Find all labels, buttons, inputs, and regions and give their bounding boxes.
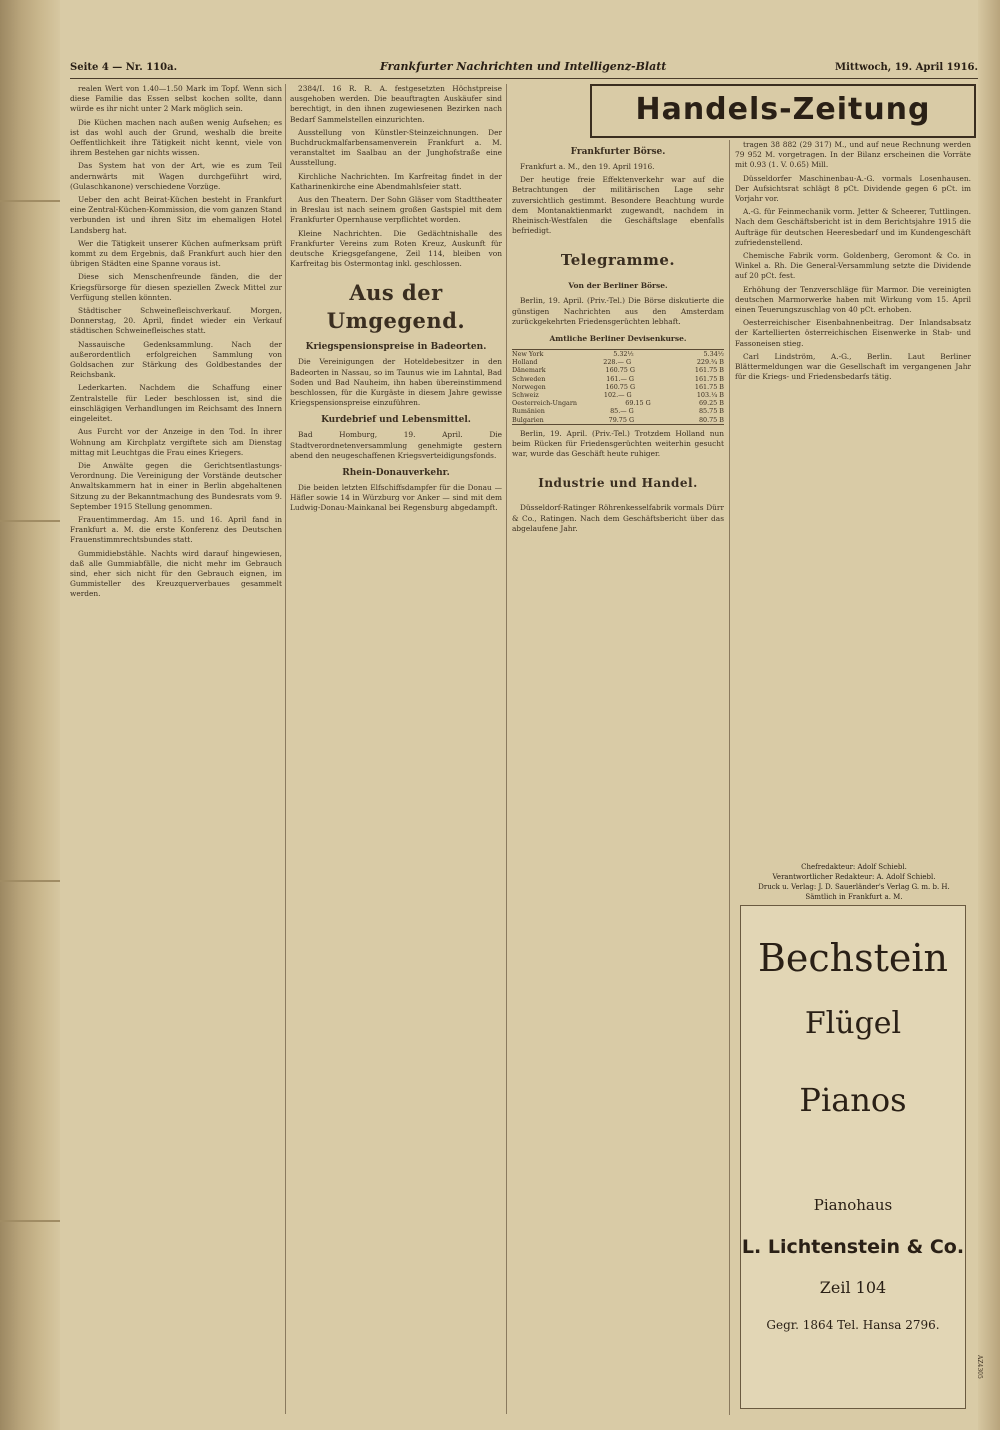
article-paragraph: realen Wert von 1.40—1.50 Mark im Topf. Wenn sich diese Familie das Essen selbst kochen sollte, dann würde es ihr nicht unter 2 Mark möglich sein. xyxy=(70,84,282,114)
section-title: Industrie und Handel. xyxy=(538,476,698,491)
article-paragraph: Der heutige freie Effektenverkehr war auf die Betrachtungen der militärischen Lage sehr zuversichtlich gestimmt. Besondere Beachtung wurde dem Montanaktienmarkt zugewandt, nachdem in Rheinisch-Westfalen die Geschäftslage ebenfalls befriedigt. xyxy=(512,175,724,236)
article-paragraph: Oesterreichischer Eisenbahnenbeitrag. Der Inlandsabsatz der Kartellierten österreichischen Eisenwerke in Stab- und Fassoneisen stieg. xyxy=(735,318,971,348)
table-row: Oesterreich-Ungarn 69.15 G 69.25 B xyxy=(512,399,724,408)
issue-date: Mittwoch, 19. April 1916. xyxy=(835,62,978,73)
article-paragraph: Lederkarten. Nachdem die Schaffung einer Zentralstelle für Leder beschlossen ist, sind die einschlägigen Verhandlungen im Reichsamt des Innern eingeleitet. xyxy=(70,383,282,424)
column-divider xyxy=(506,84,507,1414)
imprint-line: Druck u. Verlag: J. D. Sauerländer's Verlag G. m. b. H. xyxy=(758,883,950,891)
table-row: Rumänien 85.— G 85.75 B xyxy=(512,407,724,416)
column-2 xyxy=(290,84,502,1414)
ad-founded: Gegr. 1864 Tel. Hansa 2796. xyxy=(766,1318,940,1332)
subsection-title: Kurdebrief und Lebensmittel. xyxy=(321,415,471,426)
article-paragraph: Aus den Theatern. Der Sohn Gläser vom Stadttheater in Breslau ist nach seinem großen Gastspiel mit dem Frankfurter Opernhause verpflichtet worden. xyxy=(290,195,502,225)
article-paragraph: Aus Furcht vor der Anzeige in den Tod. In ihrer Wohnung am Kirchplatz vergiftete sich am Dienstag mittag mit Leuchtgas die Frau eines Kriegers. xyxy=(70,427,282,457)
ad-address: Zeil 104 xyxy=(819,1278,887,1297)
handels-zeitung-banner xyxy=(590,84,976,138)
article-paragraph: Städtischer Schweinefleischverkauf. Morgen, Donnerstag, 20. April, findet wieder ein Verkauf städtischen Schweinefleisches statt. xyxy=(70,306,282,336)
imprint xyxy=(740,862,968,902)
ad-line: Pianohaus xyxy=(813,1196,893,1214)
article-paragraph: Die beiden letzten Elfschiffsdampfer für die Donau — Häfler sowie 14 in Würzburg vor Anker — sind mit dem Ludwig-Donau-Mainkanal bei Regensburg abgedampft. xyxy=(290,483,502,513)
exchange-rate-table xyxy=(512,349,724,425)
page-number: Seite 4 — Nr. 110a. xyxy=(70,62,178,73)
table-row: Norwegen 160.75 G 161.75 B xyxy=(512,382,724,391)
column-divider xyxy=(285,84,286,1414)
article-paragraph: 2384/I. 16 R. R. A. festgesetzten Höchstpreise ausgehoben werden. Die beauftragten Auskäufer sind berechtigt, in den ihnen zugewiesenen Bezirken nach Bedarf Sammelstellen einzurichten. xyxy=(290,84,502,124)
dateline: Frankfurt a. M., den 19. April 1916. xyxy=(520,162,655,171)
section-heading: Frankfurter Börse. xyxy=(570,147,666,157)
article-paragraph: tragen 38 882 (29 317) M., und auf neue Rechnung werden 79 952 M. vorgetragen. In der Bilanz erscheinen die Vorräte mit 0.93 (1. V. 0.65) Mill. xyxy=(735,140,971,170)
subsection-title: Kriegspensionspreise in Badeorten. xyxy=(305,342,487,353)
article-paragraph: Erhöhung der Tenzverschläge für Marmor. Die vereinigten deutschen Marmorwerke haben mit Wirkung vom 15. April einen Teuerungszuschlag von 40 pCt. erhoben. xyxy=(735,284,971,315)
article-paragraph: Kirchliche Nachrichten. Im Karfreitag findet in der Katharinenkirche eine Abendmahlsfeier statt. xyxy=(290,171,502,191)
book-binding xyxy=(0,0,60,1430)
ad-firm: L. Lichtenstein & Co. xyxy=(741,1236,965,1258)
archive-stamp: AZ4305 xyxy=(976,1355,983,1379)
column-1 xyxy=(70,84,282,1414)
column-3 xyxy=(512,140,724,1415)
article-paragraph: Ausstellung von Künstler-Steinzeichnungen. Der Buchdruckmalfarbensamenverein Frankfurt a. M. veranstaltet im Saalbau an der Junghofstraße eine Ausstellung. xyxy=(290,127,502,168)
ad-brand: Bechstein xyxy=(757,936,949,980)
article-paragraph: Bad Homburg, 19. April. Die Stadtverordnetenversammlung genehmigte gestern abend den neugeschaffenen Kriegsverteidigungsfonds. xyxy=(290,430,502,460)
article-paragraph: Düsseldorfer Maschinenbau-A.-G. vormals Losenhausen. Der Aufsichtsrat schlägt 8 pCt. Dividende gegen 6 pCt. im Vorjahr vor. xyxy=(735,173,971,204)
telegram-subtitle: Von der Berliner Börse. xyxy=(568,281,668,291)
table-row: Holland 228.— G 229.¾ B xyxy=(512,358,724,367)
article-paragraph: Die Anwälte gegen die Gerichtsentlastungs-Verordnung. Die Vereinigung der Vorstände deutscher Anwaltskammern hat in einer in Berlin abgehaltenen Sitzung zu der Bekanntmachung des Bundesrats vom 9. September 1915 Stellung genommen. xyxy=(70,460,282,511)
article-paragraph: Gummidiebstähle. Nachts wird darauf hingewiesen, daß alle Gummiabfälle, die nicht mehr im Gebrauch sind, eher sich nicht für den Gebrauch eignen, im Gummisteller des Kreuzquerverbaues gesammelt werden. xyxy=(70,548,282,599)
article-paragraph: Diese sich Menschenfreunde fänden, die der Kriegsfürsorge für diesen speziellen Zweck Mittel zur Verfügung stellen könnten. xyxy=(70,272,282,302)
article-paragraph: Düsseldorf-Ratinger Röhrenkesselfabrik vormals Dürr & Co., Ratingen. Nach dem Geschäftsbericht über das abgelaufene Jahr. xyxy=(512,503,724,533)
article-paragraph: Das System hat von der Art, wie es zum Teil andernwärts mit Wagen durchgeführt wird, (Gulaschkanone) verschiedene Vorzüge. xyxy=(70,161,282,191)
column-4 xyxy=(735,140,971,860)
page-edge xyxy=(978,0,1000,1430)
article-paragraph: Frauentimmerdag. Am 15. und 16. April fand in Frankfurt a. M. die erste Konferenz des Deutschen Frauenstimmrechtsbundes statt. xyxy=(70,514,282,545)
article-paragraph: Berlin, 19. April. (Priv.-Tel.) Die Börse diskutierte die günstigen Nachrichten aus den Amsterdam zurückgekehrten Friedensgerüchten lebhaft. xyxy=(512,296,724,326)
article-paragraph: Nassauische Gedenksammlung. Nach der außerordentlich erfolgreichen Sammlung von Goldsachen zur Stärkung des Goldbestandes der Reichsbank. xyxy=(70,339,282,380)
newspaper-name: Frankfurter Nachrichten und Intelligenz-Blatt xyxy=(380,60,667,73)
bechstein-advertisement xyxy=(740,905,966,1409)
article-paragraph: Chemische Fabrik vorm. Goldenberg, Geromont & Co. in Winkel a. Rh. Die General-Versammlung setzte die Dividende auf 20 pCt. fest. xyxy=(735,251,971,281)
article-paragraph: Ueber den acht Beirat-Küchen besteht in Frankfurt eine Zentral-Küchen-Kommission, die vom ganzen Stand verbunden ist und ihren Sitz im ehemaligen Hotel Landsberg hat. xyxy=(70,195,282,235)
table-row: Bulgarien 79.75 G 80.75 B xyxy=(512,415,724,424)
telegram-title: Telegramme. xyxy=(560,251,676,270)
table-row: Schweden 161.— G 161.75 B xyxy=(512,374,724,383)
imprint-line: Verantwortlicher Redakteur: A. Adolf Schiebl. xyxy=(772,873,936,881)
page-header xyxy=(70,58,978,78)
imprint-line: Sämtlich in Frankfurt a. M. xyxy=(805,893,903,901)
table-row: Schweiz 102.— G 103.¼ B xyxy=(512,391,724,400)
table-title: Amtliche Berliner Devisenkurse. xyxy=(549,334,687,344)
article-paragraph: Carl Lindström, A.-G., Berlin. Laut Berliner Blättermeldungen war die Gesellschaft im vergangenen Jahr für die Kriegs- und Friedensbedarfs tätig. xyxy=(735,351,971,382)
banner-title: Handels-Zeitung xyxy=(635,92,931,127)
header-rule xyxy=(70,78,978,79)
table-row: Dänemark 160.75 G 161.75 B xyxy=(512,366,724,375)
article-paragraph: Kleine Nachrichten. Die Gedächtnishalle des Frankfurter Vereins zum Roten Kreuz, Auskunft für deutsche Kriegsgefangene, Zeil 114, bleiben von Karfreitag bis Ostermontag inkl. geschlossen. xyxy=(290,228,502,269)
article-paragraph: Wer die Tätigkeit unserer Küchen aufmerksam prüft kommt zu dem Ergebnis, daß Frankfurt auch hier den übrigen Städten eine Spanne voraus ist. xyxy=(70,238,282,269)
subsection-title: Rhein-Donauverkehr. xyxy=(342,468,450,479)
ad-line: Flügel xyxy=(804,1006,902,1041)
table-row: New York 5.32½ 5.34½ xyxy=(512,350,724,359)
article-paragraph: A.-G. für Feinmechanik vorm. Jetter & Scheerer, Tuttlingen. Nach dem Geschäftsbericht ist in dem Berichtsjahre 1915 die Aufträge für deutschen Heeresbedarf und im Kundengeschäft zufriedenstellend. xyxy=(735,207,971,247)
article-paragraph: Die Vereinigungen der Hoteldebesitzer in den Badeorten in Nassau, so im Taunus wie im Lahntal, Bad Soden und Bad Nauheim, ihn haben übereinstimmend beschlossen, für die Kurgäste in diesem Jahre gewisse Kriegspensionspreise einzuführen. xyxy=(290,357,502,408)
column-divider xyxy=(729,140,730,1415)
ad-line: Pianos xyxy=(799,1081,907,1119)
article-paragraph: Die Küchen machen nach außen wenig Aufsehen; es ist das wohl auch der Grund, weshalb die breite Oeffentlichkeit ihre Tätigkeit nicht kennt, viele von ihrem Bestehen gar nichts wissen. xyxy=(70,117,282,158)
imprint-line: Chefredakteur: Adolf Schiebl. xyxy=(801,863,907,871)
article-paragraph: Berlin, 19. April. (Priv.-Tel.) Trotzdem Holland nun beim Rücken für Friedensgerüchten weiterhin gesucht war, wurde das Geschäft heute ruhiger. xyxy=(512,428,724,459)
section-title: Aus der Umgegend. xyxy=(326,280,466,334)
